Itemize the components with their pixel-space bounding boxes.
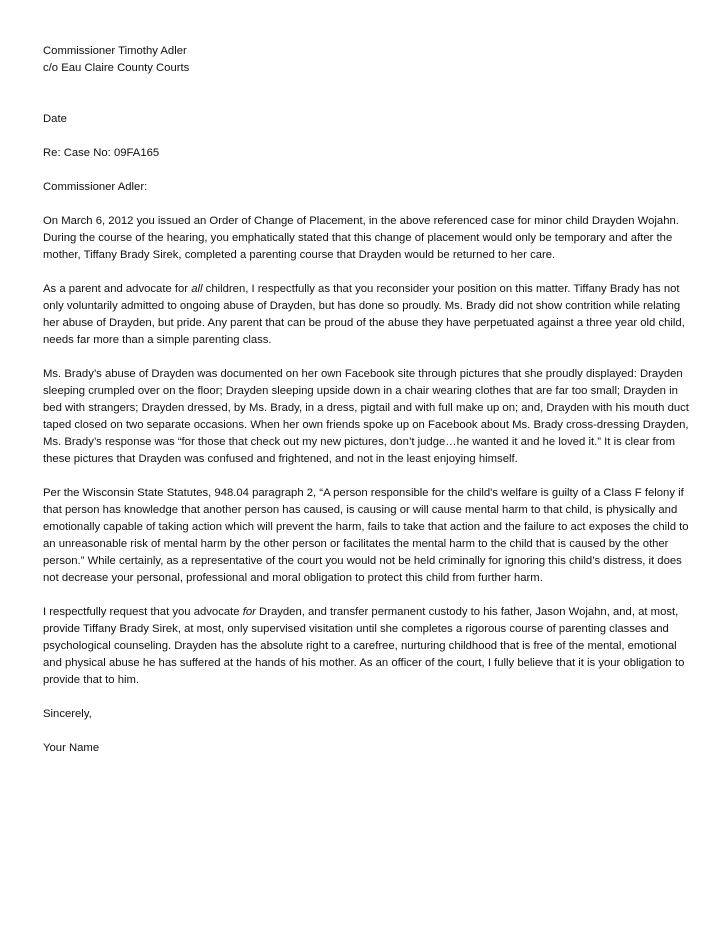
paragraph-5-emphasis: for [242,606,256,618]
paragraph-5 [43,604,693,689]
paragraph-5-text-b: Drayden, and transfer permanent custody to his father, Jason Wojahn, and, at most, provide Tiffany Brady Sirek, at most, only supervised visitation until she completes a rigorous course of parenting classes and psychological counseling. Drayden has the absolute right to a carefree, nurturing childhood that is free of the mental, emotional and physical abuse he has suffered at the hands of his mother. As an officer of the court, I fully believe that it is your obligation to provide that to him. [43,606,685,686]
paragraph-2 [43,281,693,349]
paragraph-1: On March 6, 2012 you issued an Order of Change of Placement, in the above referenced case for minor child Drayden Wojahn. During the course of the hearing, you emphatically stated that this change of placement would only be temporary and after the mother, Tiffany Brady Sirek, completed a parenting course that Drayden would be returned to her care. [43,215,679,261]
closing: Sincerely, [43,708,92,720]
signature: Your Name [43,742,100,754]
paragraph-5-text-a: I respectfully request that you advocate [43,606,243,618]
paragraph-2-text-a: As a parent and advocate for [43,283,192,295]
paragraph-4: Per the Wisconsin State Statutes, 948.04 paragraph 2, “A person responsible for the child's welfare is guilty of a Class F felony if that person has knowledge that another person has caused, is causing or will cause mental harm to that child, is physically and emotionally capable of taking action which will prevent the harm, fails to take that action and the failure to act exposes the child to an unreasonable risk of mental harm by the other person or facilitates the mental harm to the child that is caused by the other person.” While certainly, as a representative of the court you would not be held criminally for ignoring this child’s distress, it does not decrease your personal, professional and moral obligation to protect this child from further harm. [43,487,689,584]
recipient-address: c/o Eau Claire County Courts [43,62,190,74]
paragraph-2-text-b: children, I respectfully as that you reconsider your position on this matter. Tiffany Brady has not only voluntarily admitted to ongoing abuse of Drayden, but has done so proudly. Ms. Brady did not show contrition while relating her abuse of Drayden, but pride. Any parent that can be proud of the abuse they have perpetuated against a three year old child, needs far more than a simple parenting class. [43,283,685,346]
paragraph-3: Ms. Brady’s abuse of Drayden was documented on her own Facebook site through pictures that she proudly displayed: Drayden sleeping crumpled over on the floor; Drayden sleeping upside down in a chair wearing clothes that are far too small; Drayden in bed with strangers; Drayden dressed, by Ms. Brady, in a dress, pigtail and with full make up on; and, Drayden with his mouth duct taped closed on two separate occasions. When her own friends spoke up on Facebook about Ms. Brady cross-dressing Drayden, Ms. Brady’s response was “for those that check out my new pictures, don’t judge…he wanted it and he loved it.” It is clear from these pictures that Drayden was confused and frightened, and not in the least enjoying himself. [43,368,689,465]
paragraph-2-emphasis: all [191,283,203,295]
re-line: Re: Case No: 09FA165 [43,147,160,159]
recipient-name: Commissioner Timothy Adler [43,45,187,57]
salutation: Commissioner Adler: [43,181,148,193]
date-line: Date [43,113,67,125]
